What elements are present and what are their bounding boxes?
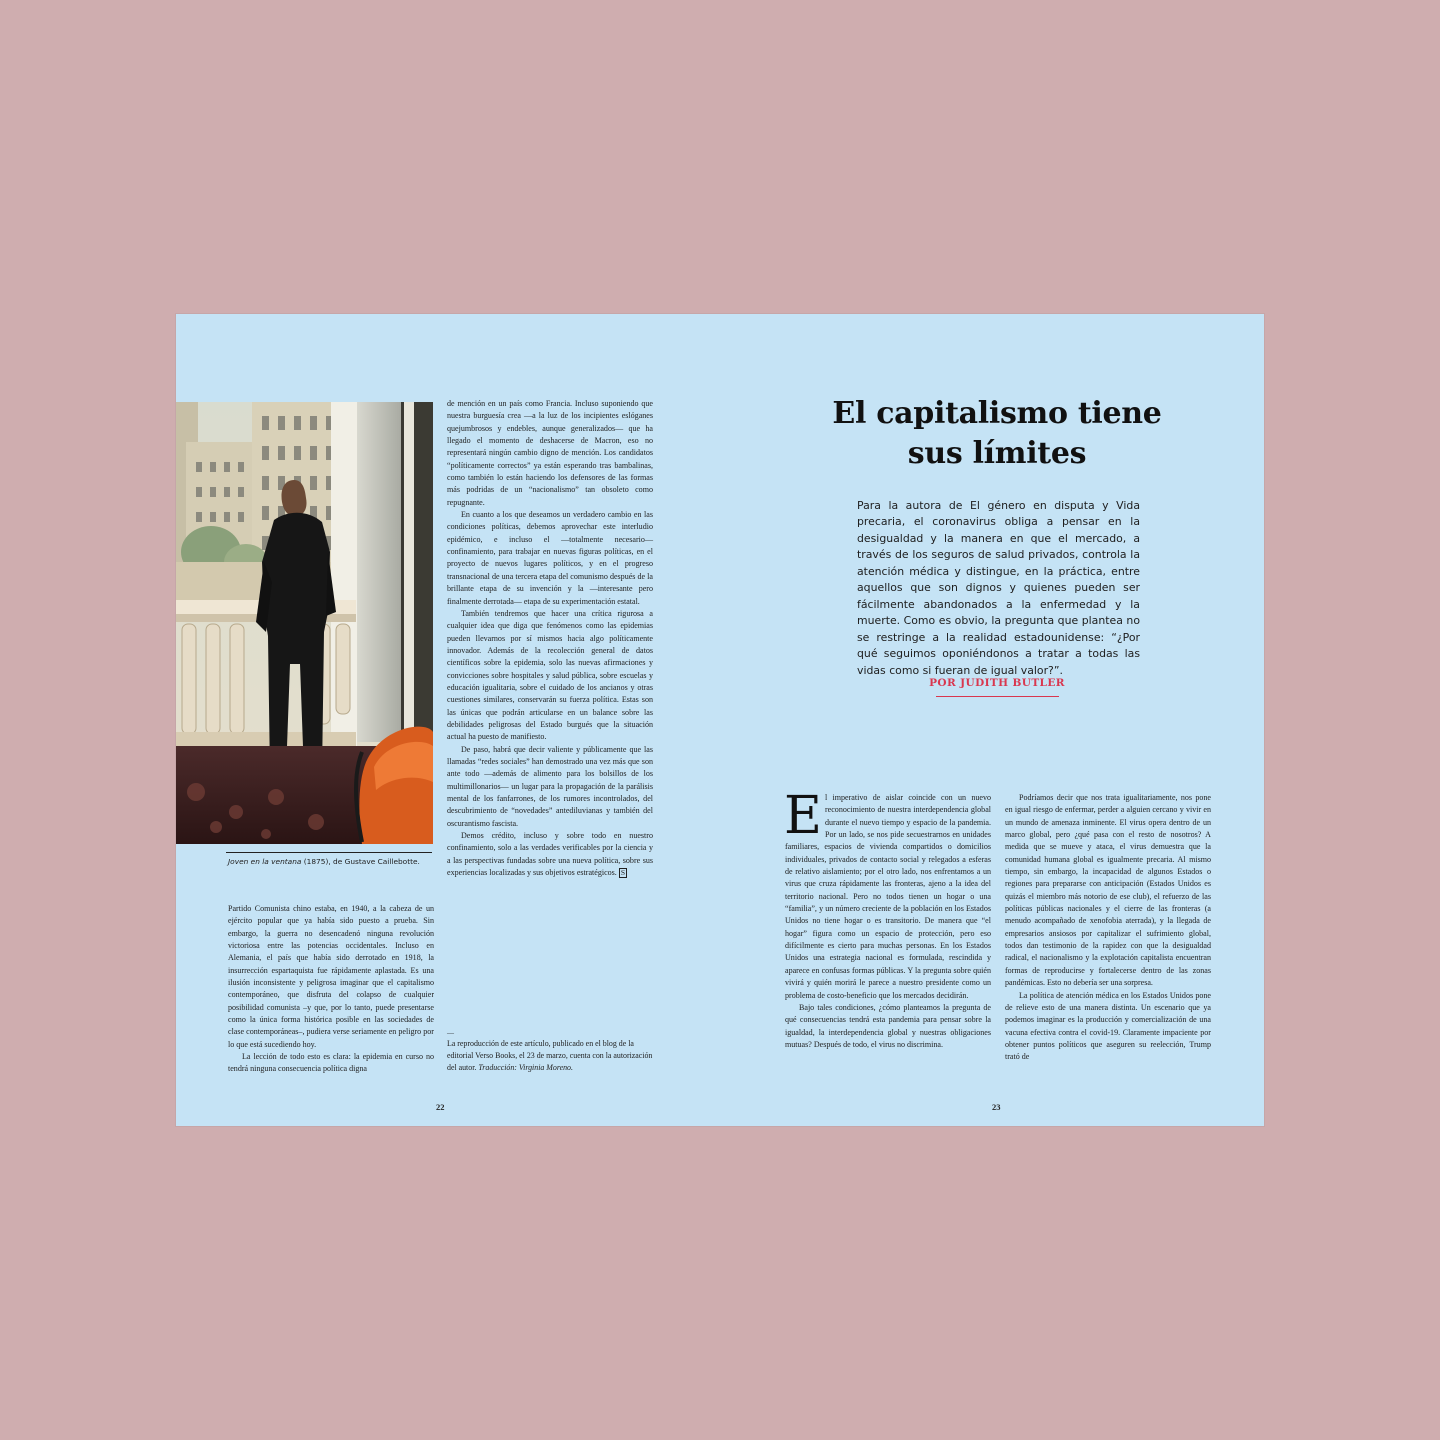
footnote-text: La reproducción de este artículo, publicado en el blog de la editorial Verso Books, el 23 de marzo, cuenta con la autorización del autor. [447, 1039, 653, 1072]
left-column-2 [447, 398, 653, 879]
left-column-1 [228, 903, 434, 1076]
paragraph: En cuanto a los que deseamos un verdadero cambio en las condiciones políticas, debemos aprovechar este interludio epidémico, e incluso el —totalmente necesario— confinamiento, para trabajar en nuevas figuras políticas, en el proyecto de nuevos lugares políticos, y en el progreso transnacional de una tercera etapa del comunismo después de la brillante etapa de su invención y la —interesante pero finalmente derrotada— etapa de su experimentación estatal. [447, 510, 653, 606]
drop-cap: E [784, 786, 822, 846]
image-caption [228, 857, 448, 866]
right-column-1 [784, 786, 991, 1051]
footnote-dash: — [447, 1029, 454, 1037]
paragraph-last [447, 830, 653, 879]
byline-rule [936, 696, 1059, 697]
paragraph: Bajo tales condiciones, ¿cómo planteamos la pregunta de qué consecuencias tendrá esta pandemia para pensar sobre la igualdad, la interdependencia global y nuestras obligaciones mutuas? Después de todo, el virus no discrimina. [785, 1002, 991, 1049]
paragraph: La política de atención médica en los Estados Unidos pone de relieve esto de una manera distinta. Un escenario que ya podemos imaginar es la producción y comercialización de una vacuna efectiva contra el covid-19. Claramente impaciente por obtener puntos políticos que aseguren su reelección, Trump trató de [1005, 990, 1211, 1062]
painting-image [176, 402, 433, 844]
paragraph: De paso, habrá que decir valiente y públicamente que las llamadas “redes sociales” han demostrado una vez más que son ante todo —además de alimento para los bolsillos de los multimillonarios— un lugar para la propagación de la parálisis mental de los fanfarrones, de los rumores incontrolados, del descubrimiento de “novedades” antediluvianas y también del oscurantismo fascista. [447, 744, 653, 828]
paragraph: de mención en un país como Francia. Incluso suponiendo que nuestra burguesía crea —a la luz de los incipientes eslóganes quejumbrosos y endebles, aunque generalizados— que ha llegado el momento de deshacerse de Macron, eso no representará ningún cambio digno de mención. Los candidatos “políticamente correctos” ya están esperando tras bambalinas, como también lo están haciendo los defensores de las formas más podridas de un “nacionalismo” tan obsoleto como repugnante. [447, 399, 653, 507]
article-title: El capitalismo tiene sus límites [832, 396, 1162, 471]
caption-rule [226, 852, 432, 853]
translation-credit: Traducción: Virginia Moreno. [478, 1063, 573, 1072]
caption-text: (1875), de Gustave Caillebotte. [301, 857, 420, 866]
caption-title: Joven en la ventana [228, 857, 302, 866]
paragraph-first [784, 786, 991, 1002]
page-number-left: 22 [436, 1102, 445, 1112]
byline: POR JUDITH BUTLER [929, 677, 1065, 689]
article-dek: Para la autora de El género en disputa y Vida precaria, el coronavirus obliga a pensar en la desigualdad y la manera en que el mercado, a través de los seguros de salud privados, controla la atención médica y distingue, en la práctica, entre aquellos que son dignos y quienes pueden ser fácilmente abandonados a la enfermedad y la muerte. Como es obvio, la pregunta que plantea no se restringe a la realidad estadounidense: “¿Por qué seguimos oponiéndonos a tratar a todas las vidas como si fueran de igual valor?”. [857, 499, 1140, 677]
footnote [447, 1028, 653, 1074]
paragraph: La lección de todo esto es clara: la epidemia en curso no tendrá ninguna consecuencia política digna [228, 1052, 434, 1074]
paragraph: También tendremos que hacer una crítica rigurosa a cualquier idea que diga que fenómenos como las epidemias pueden llevarnos por sí mismos hacia algo políticamente innovador. Además de la recolección general de datos científicos sobre la epidemia, solo las nuevas afirmaciones y convicciones sobre hospitales y salud pública, sobre escuelas y educación igualitaria, sobre el cuidado de los ancianos y otras cuestiones similares, conservarán su fuerza política. Estas son las únicas que podrán articularse en un balance sobre las debilidades peligrosas del Estado burgués que la situación actual ha puesto de manifiesto. [447, 608, 653, 742]
paragraph-text: l imperativo de aislar coincide con un nuevo reconocimiento de nuestra interdependencia global durante el nuevo tiempo y espacio de la pandemia. Por un lado, se nos pide secuestrarnos en unidades familiares, espacios de vivienda compartidos o domicilios individuales, privados de contacto social y relegados a esferas de relativo aislamiento; por el otro lado, nos enfrentamos a un virus que cruza rápidamente las fronteras, ajeno a la idea del territorio nacional. Pero no todos tienen un hogar o una “familia”, y un número creciente de la población en los Estados Unidos no tiene hogar o es transitorio. De manera que “el hogar” figura como un espacio de protección, pero eso difícilmente es cierto para muchas personas. En los Estados Unidos una estrategia nacional es formulada, rescindida y aparece en confusas formas públicas. Y la pregunta sobre quién vivirá y quién morirá le parece a nuestro presidente como un problema de costo-beneficio que los mercados decidirán. [785, 793, 991, 1000]
magazine-spread [176, 314, 1264, 1126]
end-mark: S [620, 868, 625, 878]
paragraph: Partido Comunista chino estaba, en 1940, a la cabeza de un ejército popular que ya había sido puesto a prueba. Sin embargo, la guerra no desencadenó ninguna revolución victoriosa entre las potencias occidentales. Incluso en Alemania, el país que había sido derrotado en 1918, la insurrección espartaquista fue rápidamente aplastada. Es una ilusión inconsistente y peligrosa imaginar que el capitalismo contemporáneo, que disfruta del colapso de cualquier posibilidad comunista –y que, por lo tanto, puede presentarse como la única forma histórica posible en las sociedades de clase contemporáneas–, pudiera verse seriamente en peligro por lo que está sucediendo hoy. [228, 904, 434, 1049]
right-column-2 [1005, 792, 1211, 1064]
paragraph-text: Demos crédito, incluso y sobre todo en nuestro confinamiento, solo a las verdades verificables por la ciencia y a las perspectivas fundadas sobre una nueva política, sobre sus experiencias localizadas y sus objetivos estratégicos. [447, 831, 653, 878]
paragraph: Podríamos decir que nos trata igualitariamente, nos pone en igual riesgo de enfermar, perder a alguien cercano y vivir en un mundo de amenaza inminente. El virus opera dentro de un marco global, pero ¿qué pasa con el resto de nosotros? A medida que se mueve y ataca, el virus demuestra que la comunidad humana global es igualmente precaria. Al mismo tiempo, sin embargo, la incapacidad de algunos Estados o regiones para prepararse con anticipación (Estados Unidos es quizás el miembro más notorio de ese club), el refuerzo de las políticas públicas nacionales y el cierre de las fronteras (a menudo acompañado de xenofobia aterrada), y la llegada de empresarios ansiosos por capitalizar el sufrimiento global, todos dan testimonio de la rapidez con que la desigualdad radical, el nacionalismo y la explotación capitalista encuentran formas de reproducirse y fortalecerse dentro de las zonas pandémicas. Esto no debería ser una sorpresa. [1005, 793, 1211, 988]
page-number-right: 23 [992, 1102, 1001, 1112]
